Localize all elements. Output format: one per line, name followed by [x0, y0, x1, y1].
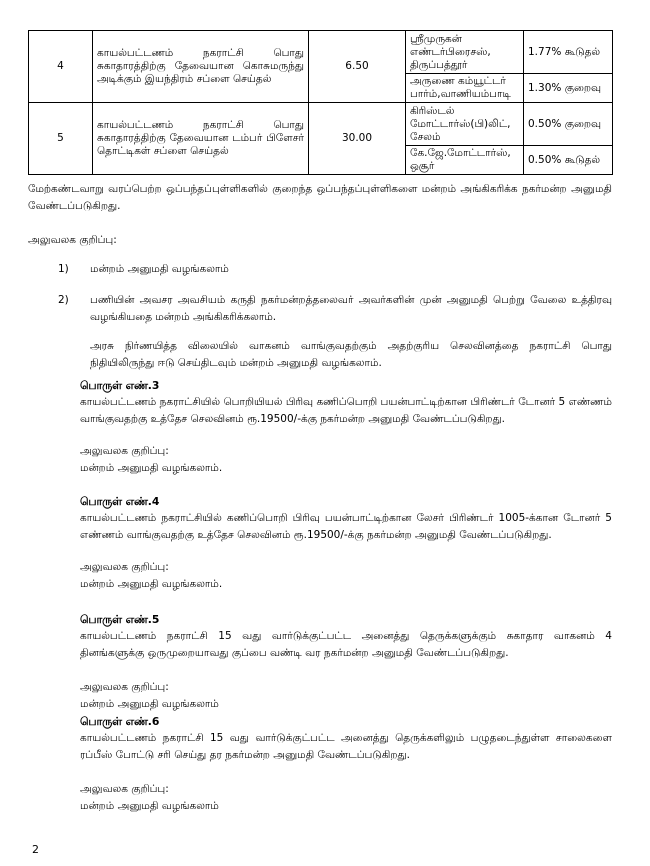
office-note-label: அலுவலக குறிப்பு: — [28, 234, 117, 246]
bidder-firm: ஸ்ரீமுருகன் எண்டர்பிரைசஸ், திருப்பத்தூர் — [406, 31, 524, 74]
bidder-firm: கிரிஸ்டல் மோட்டார்ஸ்(பி)லிட், சேலம் — [406, 103, 524, 146]
subject-note-label: அலுவலக குறிப்பு: — [80, 783, 169, 795]
subject-heading: பொருள் எண்.6 — [80, 715, 160, 728]
subject-body: காயல்பட்டணம் நகராட்சி 15 வது வார்டுக்குட்பட்ட அனைத்து தெருக்களுக்கும் சுகாதார வாகனம் 4 தினங்களுக்கு ஒருமுறையாவது குப்பை வண்டி வர நகர்மன்ற அனுமதி வேண்டப்படுகிறது. — [80, 630, 612, 659]
subject-heading: பொருள் எண்.5 — [80, 613, 160, 626]
subject-heading: பொருள் எண்.4 — [80, 495, 160, 508]
estimate-amount: 6.50 — [309, 31, 406, 103]
subject-note: மன்றம் அனுமதி வழங்கலாம் — [80, 800, 219, 812]
note-item-text: பணியின் அவசர அவசியம் கருதி நகர்மன்றத்தலைவர் அவர்களின் முன் அனுமதி பெற்று வேலை உத்திரவு வழங்கியதை மன்றம் அங்கிகரிக்கலாம். — [90, 294, 612, 323]
page-number: 2 — [32, 843, 39, 856]
serial-number: 4 — [29, 31, 93, 103]
subject-heading: பொருள் எண்.3 — [80, 379, 160, 392]
bidder-firm: அருணை கம்யூட்டர் பார்ம்,வாணியம்பாடி — [406, 74, 524, 103]
tender-table — [28, 30, 613, 175]
intro-paragraph: மேற்கண்டவாறு வரப்பெற்ற ஒப்பந்தப்புள்ளிகளில் குறைந்த ஒப்பந்தப்புள்ளிகளை மன்றம் அங்கிகரிக்க நகர்மன்ற அனுமதி வேண்டப்படுகிறது. — [28, 183, 612, 212]
bid-rate: 0.50% கூடுதல் — [524, 146, 613, 175]
note-item-number: 2) — [58, 294, 69, 306]
table-row — [29, 31, 613, 74]
subject-note-label: அலுவலக குறிப்பு: — [80, 445, 169, 457]
work-description: காயல்பட்டணம் நகராட்சி பொது சுகாதாரத்திற்கு தேவையான கொசுமருந்து அடிக்கும் இயந்திரம் சப்ளை செய்தல் — [93, 31, 309, 103]
subject-note-label: அலுவலக குறிப்பு: — [80, 561, 169, 573]
note-item-number: 1) — [58, 263, 69, 275]
subject-body: காயல்பட்டணம் நகராட்சியில் பொறியியல் பிரிவு கணிப்பொறி பயன்பாட்டிற்கான பிரிண்டர் டோனர் 5 எண்ணம் வாங்குவதற்கு உத்தேச செலவினம் ரூ.19500/-க்கு நகர்மன்ற அனுமதி வேண்டப்படுகிறது. — [80, 396, 612, 425]
subject-body: காயல்பட்டணம் நகராட்சியில் கணிப்பொறி பிரிவு பயன்பாட்டிற்கான லேசர் பிரிண்டர் 1005-க்கான டோனர் 5 எண்ணம் வாங்குவதற்கு உத்தேச செலவினம் ரூ.19500/-க்கு நகர்மன்ற அனுமதி வேண்டப்படுகிறது. — [80, 512, 612, 541]
subject-note: மன்றம் அனுமதி வழங்கலாம். — [80, 578, 223, 590]
subject-note: மன்றம் அனுமதி வழங்கலாம் — [80, 698, 219, 710]
bidder-firm: கே.ஜே.மோட்டார்ஸ், ஒசூர் — [406, 146, 524, 175]
subject-body: காயல்பட்டணம் நகராட்சி 15 வது வார்டுக்குட்பட்ட அனைத்து தெருக்களிலும் பழுதடைந்துள்ள சாலைகளை ரப்பீஸ் போட்டு சரி செய்து தர நகர்மன்ற அனுமதி வேண்டப்படுகிறது. — [80, 732, 612, 761]
subject-note-label: அலுவலக குறிப்பு: — [80, 681, 169, 693]
work-description: காயல்பட்டணம் நகராட்சி பொது சுகாதாரத்திற்கு தேவையான டம்பர் பிளேசர் தொட்டிகள் சப்ளை செய்தல் — [93, 103, 309, 175]
estimate-amount: 30.00 — [309, 103, 406, 175]
bid-rate: 0.50% குறைவு — [524, 103, 613, 146]
note-extra-paragraph: அரசு நிர்ணயித்த விலையில் வாகனம் வாங்குவதற்கும் அதற்குரிய செலவினத்தை நகராட்சி பொது நிதியிலிருந்து ஈடு செய்திடவும் மன்றம் அனுமதி வழங்கலாம். — [90, 340, 612, 369]
bid-rate: 1.30% குறைவு — [524, 74, 613, 103]
table-row — [29, 103, 613, 146]
serial-number: 5 — [29, 103, 93, 175]
note-item-text: மன்றம் அனுமதி வழங்கலாம் — [90, 263, 229, 275]
subject-note: மன்றம் அனுமதி வழங்கலாம். — [80, 462, 223, 474]
bid-rate: 1.77% கூடுதல் — [524, 31, 613, 74]
